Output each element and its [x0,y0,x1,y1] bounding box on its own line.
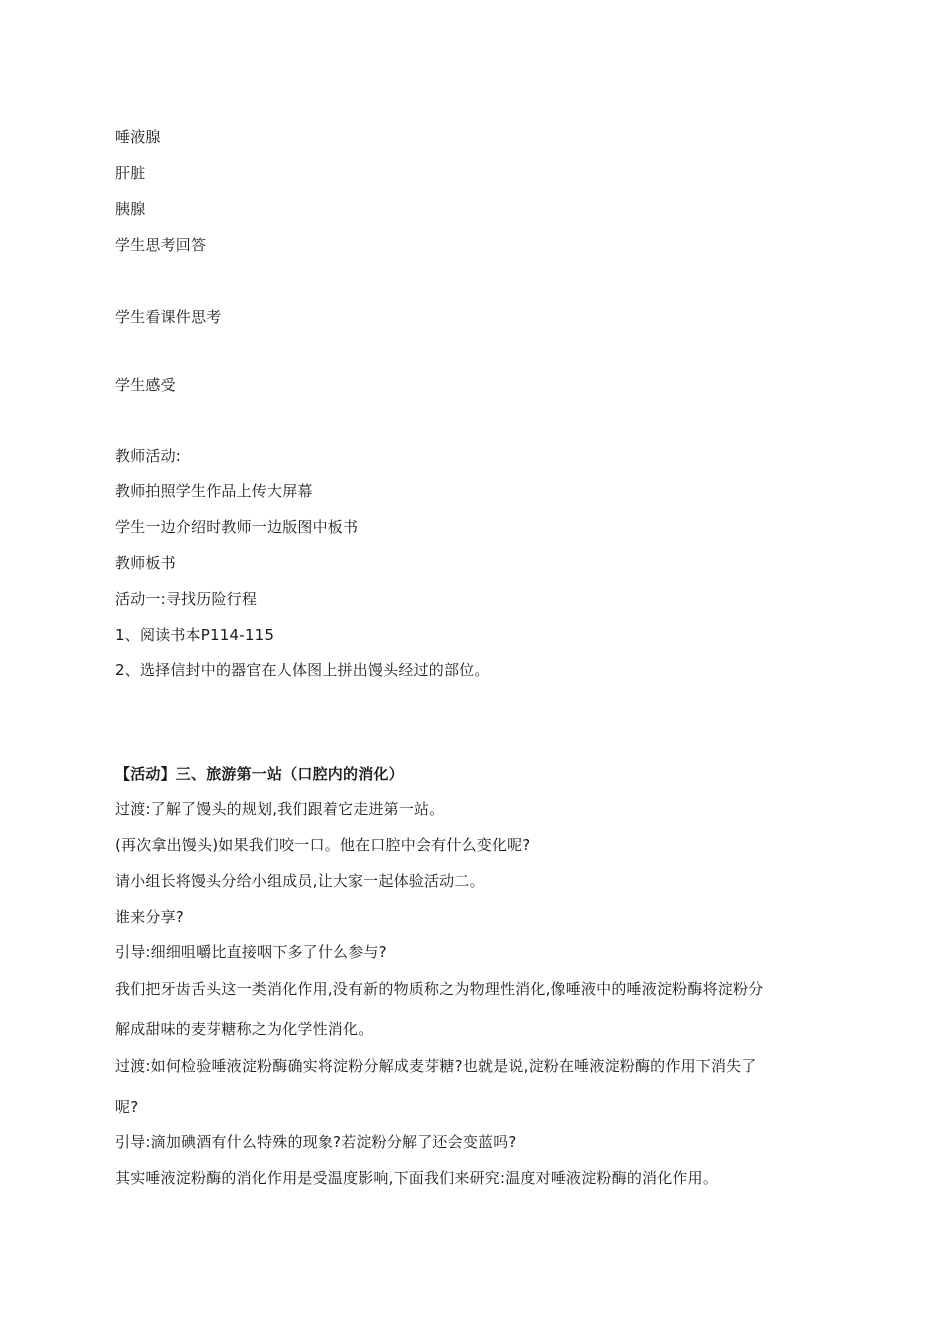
text-line: 学生一边介绍时教师一边版图中板书 [115,518,359,536]
text-line: 肝脏 [115,164,146,182]
text-line: 过渡:了解了馒头的规划,我们跟着它走进第一站。 [115,800,445,818]
text-line: 解成甜味的麦芽糖称之为化学性消化。 [115,1020,374,1038]
text-line: 呢? [115,1098,139,1116]
text-line: 教师板书 [115,554,176,572]
text-line: 胰腺 [115,200,146,218]
text-line: 其实唾液淀粉酶的消化作用是受温度影响,下面我们来研究:温度对唾液淀粉酶的消化作用。 [115,1169,719,1187]
text-line: 教师活动: [115,447,182,465]
text-line: 请小组长将馒头分给小组成员,让大家一起体验活动二。 [115,872,485,890]
text-line: 唾液腺 [115,128,161,146]
text-line: 教师拍照学生作品上传大屏幕 [115,482,313,500]
text-line: 引导:细细咀嚼比直接咽下多了什么参与? [115,943,387,961]
text-line: (再次拿出馒头)如果我们咬一口。他在口腔中会有什么变化呢? [115,836,531,854]
text-line: 引导:滴加碘酒有什么特殊的现象?若淀粉分解了还会变蓝吗? [115,1133,517,1151]
text-line: 过渡:如何检验唾液淀粉酶确实将淀粉分解成麦芽糖?也就是说,淀粉在唾液淀粉酶的作用下消失了 [115,1057,757,1075]
document-page [115,0,845,1344]
text-line: 学生感受 [115,376,176,394]
text-line: 学生思考回答 [115,236,207,254]
text-line: 学生看课件思考 [115,308,222,326]
text-line: 谁来分享? [115,908,184,926]
text-line: 2、选择信封中的器官在人体图上拼出馒头经过的部位。 [115,661,490,679]
section-heading: 【活动】三、旅游第一站（口腔内的消化） [115,765,404,783]
text-line: 活动一:寻找历险行程 [115,590,258,608]
text-line: 我们把牙齿舌头这一类消化作用,没有新的物质称之为物理性消化,像唾液中的唾液淀粉酶将淀粉分 [115,980,764,998]
text-line: 1、阅读书本P114-115 [115,626,275,644]
